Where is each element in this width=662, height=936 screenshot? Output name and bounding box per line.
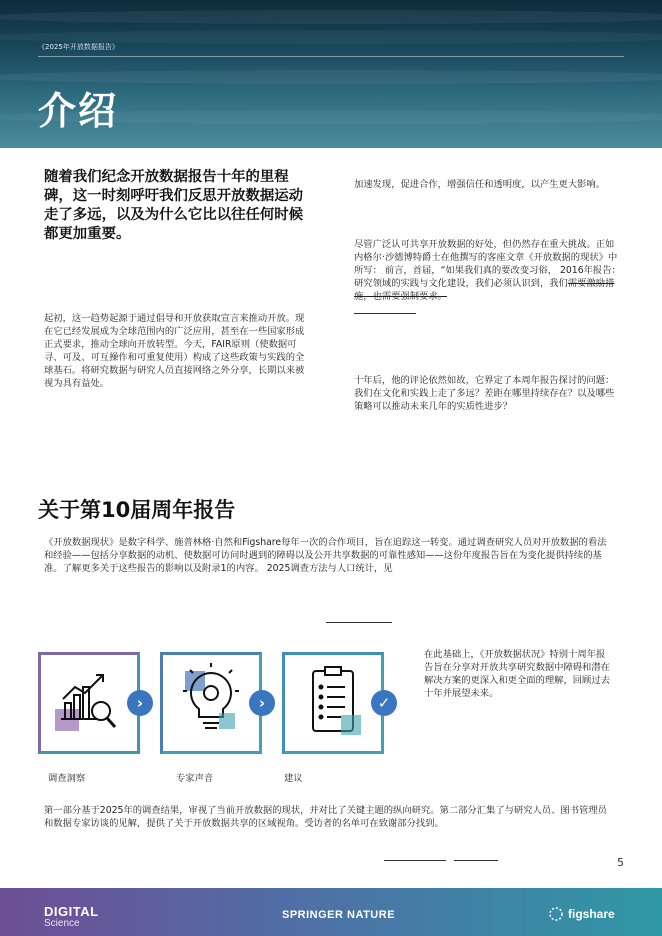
caption-survey-insights: 调查洞察 xyxy=(48,773,86,784)
check-icon: ✓ xyxy=(371,690,397,716)
wave-decor xyxy=(0,10,662,24)
card-survey-insights xyxy=(38,652,140,754)
intro-paragraph-3 xyxy=(354,238,622,303)
report-label: 《2025年开放数据报告》 xyxy=(38,43,119,51)
divider-rule xyxy=(454,860,498,861)
divider-rule xyxy=(326,622,392,623)
figshare-logo: figshare xyxy=(568,907,615,921)
divider-rule xyxy=(384,860,446,861)
summary-paragraph: 第一部分基于2025年的调查结果，审视了当前开放数据的现状，并对比了关键主题的纵向研究。第二部分汇集了与研究人员、图书管理员和数据专家访谈的见解，提供了关于开放数据共享的区域视角。受访者的名单可在致谢部分找到。 xyxy=(44,805,607,829)
page-number: 5 xyxy=(617,856,624,869)
caption-recommendations: 建议 xyxy=(284,773,303,784)
header-divider xyxy=(38,56,624,57)
intro-paragraph-4: 十年后，他的评论依然如故，它界定了本周年报告探讨的问题：我们在文化和实践上走了多远？差距在哪里持续存在？以及哪些策略可以推动未来几年的实质性进步？ xyxy=(354,375,615,412)
hero-banner xyxy=(0,0,662,148)
digital-science-logo-sub: Science xyxy=(44,918,80,929)
chart-magnifier-icon xyxy=(41,655,137,751)
intro-paragraph-1: 起初，这一趋势起源于通过倡导和开放获取宣言来推动开放。现在它已经发展成为全球范围内的广泛应用，甚至在一些国家形成正式要求，推动全球向开放转型。今天，FAIR原则（使数据可寻、可及、可互操作和可重复使用）构成了这些政策与实践的全球基石。将研究数据与研究人员直接网络之外分享，长期以来被视为具有益处。 xyxy=(44,313,305,389)
card-recommendations xyxy=(282,652,384,754)
card-expert-voices xyxy=(160,652,262,754)
quote-text: 尽管广泛认可共享开放数据的好处，但仍然存在重大挑战。正如内格尔·沙德博特爵士在他撰写的客座文章《开放数据的现状》中所写： 前言，首届，“如果我们真的要改变习俗， 2016年报告：研究领域的实践与文化建设，我们必须认识到，我们 xyxy=(354,239,621,289)
lead-paragraph: 随着我们纪念开放数据报告十年的里程碑，这一时刻呼吁我们反思开放数据运动走了多远，以及为什么它比以往任何时候都更加重要。 xyxy=(44,169,304,242)
figshare-logo-mark xyxy=(548,906,564,922)
struck-text: 需要激励措施，也需要强制要求。 xyxy=(354,278,615,302)
chevron-right-icon: › xyxy=(127,690,153,716)
page-title: 介绍 xyxy=(38,89,119,133)
underline-rule xyxy=(354,313,416,314)
lightbulb-gear-icon xyxy=(163,655,259,751)
about-paragraph-2: 在此基础上，《开放数据状况》特别十周年报告旨在分享对开放共享研究数据中障碍和潜在解决方案的更深入和更全面的理解，回顾过去十年并展望未来。 xyxy=(424,649,610,699)
about-paragraph: 《开放数据现状》是数字科学、施普林格·自然和Figshare每年一次的合作项目，旨在追踪这一转变。通过调查研究人员对开放数据的看法和经验——包括分享数据的动机、使数据可访问时遇到的障碍以及公开共享数据的可靠性感知——这份年度报告旨在为变化提供持续的基准。了解更多关于这些报告的影响以及附录1的内容。 2025调查方法与人口统计，见 xyxy=(44,537,607,574)
intro-paragraph-2: 加速发现，促进合作，增强信任和透明度，以产生更大影响。 xyxy=(354,179,606,190)
caption-expert-voices: 专家声音 xyxy=(176,773,214,784)
checklist-icon xyxy=(285,655,381,751)
chevron-right-icon: › xyxy=(249,690,275,716)
springer-nature-logo: SPRINGER NATURE xyxy=(282,909,396,921)
digital-science-logo: DIGITAL xyxy=(44,904,99,919)
section-heading: 关于第10届周年报告 xyxy=(38,498,236,522)
